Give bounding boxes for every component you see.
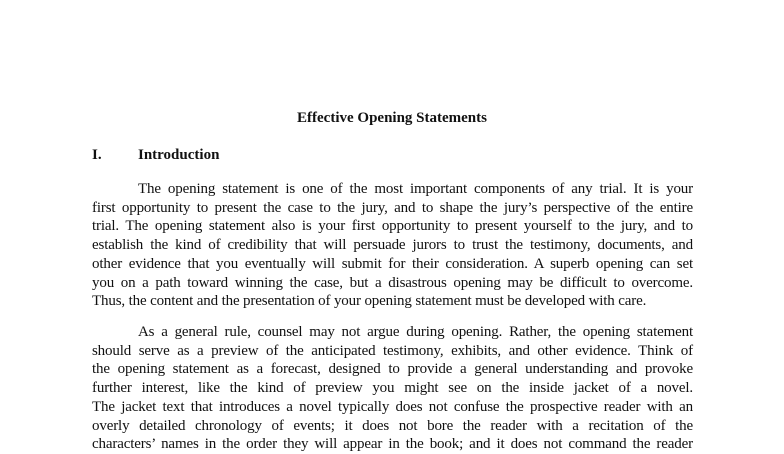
section-heading — [92, 145, 219, 165]
paragraph-line: The jacket text that introduces a novel typically does not confuse the prospective reader with an — [92, 398, 693, 415]
paragraph-line: further interest, like the kind of preview you might see on the inside jacket of a novel. — [92, 380, 693, 397]
document-title: Effective Opening Statements — [297, 110, 487, 126]
paragraph-line: The opening statement is one of the most important components of any trial. It is your — [138, 181, 693, 197]
paragraph-line: Thus, the content and the presentation of your opening statement must be developed with care. — [92, 293, 647, 310]
paragraph-line: characters’ names in the order they will appear in the book; and it does not command the reader — [92, 436, 693, 453]
paragraph-line: overly detailed chronology of events; it does not bore the reader with a recitation of the — [92, 417, 693, 434]
paragraph-line: establish the kind of credibility that will persuade jurors to trust the testimony, documents, and — [92, 237, 693, 254]
section-title: Introduction — [138, 147, 220, 163]
paragraph-1 — [92, 180, 693, 311]
paragraph-line: the opening statement as a forecast, designed to provide a general understanding and provoke — [92, 361, 693, 378]
section-number: I. — [92, 147, 102, 163]
paragraph-line: As a general rule, counsel may not argue during opening. Rather, the opening statement — [138, 324, 693, 340]
paragraph-line: you on a path toward winning the case, but a disastrous opening may be difficult to overcome. — [92, 274, 693, 291]
paragraph-line: trial. The opening statement also is your first opportunity to present yourself to the jury, and to — [92, 218, 693, 235]
paragraph-line: should serve as a preview of the anticipated testimony, exhibits, and other evidence. Think of — [92, 342, 693, 359]
paragraph-line: first opportunity to present the case to the jury, and to shape the jury’s perspective of the entire — [92, 199, 693, 216]
paragraph-2 — [92, 323, 693, 454]
paragraph-line: other evidence that you eventually will submit for their consideration. A superb opening can set — [92, 255, 693, 272]
